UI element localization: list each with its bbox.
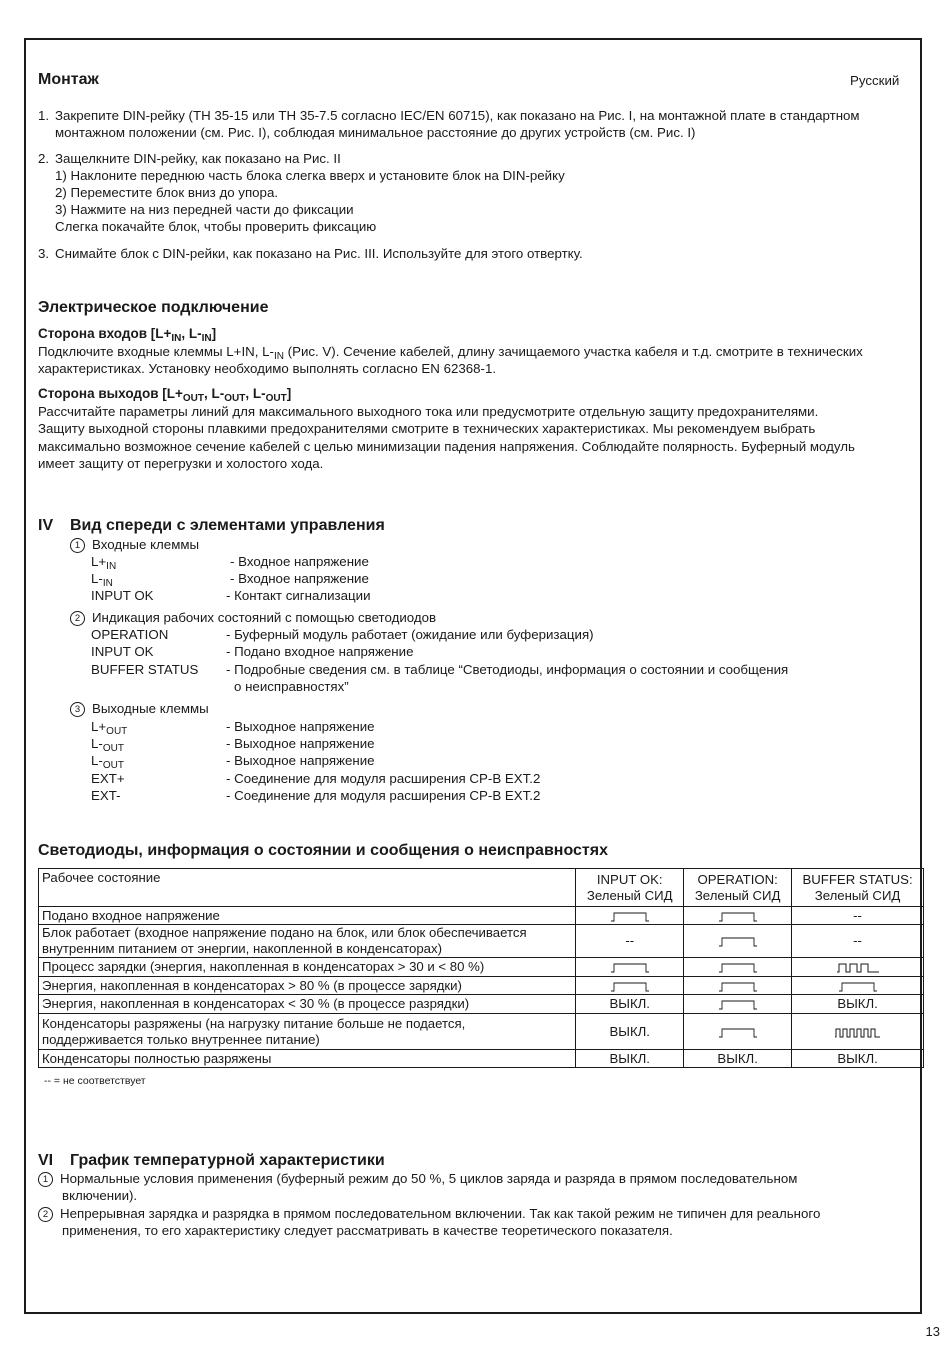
page-number: 13: [925, 1324, 940, 1339]
mount-step1-line2: монтажном положении (см. Рис. I), соблюдая минимальное расстояние до других устройств (см. Рис. I): [55, 125, 696, 140]
circled-number-icon: 1: [70, 538, 85, 553]
front-g2-r2-label: INPUT OK: [91, 644, 154, 659]
mount-step3-line1: Снимайте блок с DIN-рейки, как показано на Рис. III. Используйте для этого отвертку.: [55, 246, 583, 261]
led-cell: [792, 958, 924, 977]
table-header-row: [39, 869, 924, 907]
front-g3-r4-desc: - Соединение для модуля расширения CP-B EXT.2: [226, 771, 541, 786]
front-g2-r1-desc: - Буферный модуль работает (ожидание или буферизация): [226, 627, 594, 642]
table-row: [39, 958, 924, 977]
col-header-buffer-status: BUFFER STATUS: Зеленый СИД: [792, 869, 924, 907]
table-row: [39, 907, 924, 925]
table-row: [39, 1050, 924, 1068]
mount-step2-line3: 2) Переместите блок вниз до упора.: [55, 185, 279, 200]
led-cell: --: [576, 925, 684, 958]
led-fast-flash-icon: [834, 1027, 882, 1038]
front-g2-r2-desc: - Подано входное напряжение: [226, 644, 414, 659]
led-on-icon: [610, 911, 650, 922]
led-status-table: [38, 868, 924, 1068]
mount-step1-num: 1.: [38, 108, 50, 123]
col-header-input-ok: INPUT OK: Зеленый СИД: [576, 869, 684, 907]
led-on-icon: [838, 981, 878, 992]
table-row: [39, 1014, 924, 1050]
state-cell: Процесс зарядки (энергия, накопленная в конденсаторах > 30 и < 80 %): [39, 958, 576, 977]
led-cell: [684, 958, 792, 977]
led-cell: [792, 1014, 924, 1050]
led-cell: --: [792, 907, 924, 925]
front-g3-r1-desc: - Выходное напряжение: [226, 719, 375, 734]
table-row: [39, 977, 924, 995]
output-side-line3: максимально возможное сечение кабелей с целью минимизации падения напряжения. Соблюдайте полярность. Буферный модуль: [38, 439, 855, 454]
front-g1-r1-label: $L+_{IN}$: [91, 554, 117, 572]
front-g3-r4-label: EXT+: [91, 771, 125, 786]
output-side-heading: Сторона выходов [$L+_{OUT}$, $L-_{OUT}$, $L-_{OUT}$]: [38, 386, 292, 404]
led-on-icon: [610, 981, 650, 992]
section-title-front: Вид спереди с элементами управления: [70, 517, 385, 534]
section-title-electrical: Электрическое подключение: [38, 299, 269, 316]
col-header-state: Рабочее состояние: [39, 869, 576, 907]
mount-step1-line1: Закрепите DIN-рейку (ТН 35-15 или ТН 35-7.5 согласно IEC/EN 60715), как показано на Рис. I, на монтажной плате в стандартном: [55, 108, 860, 123]
circled-number-icon: 2: [70, 611, 85, 626]
language-label: Русский: [850, 73, 900, 88]
front-g3-r3-label: $L-_{OUT}$: [91, 753, 124, 771]
led-cell: ВЫКЛ.: [576, 1050, 684, 1068]
state-cell: Энергия, накопленная в конденсаторах < 30 % (в процессе разрядки): [39, 995, 576, 1014]
input-side-line1: Подключите входные клеммы L+IN, $L-_{IN}$ (Рис. V). Сечение кабелей, длину зачищаемого участка кабеля и т.д. смотрите в технических: [38, 344, 863, 362]
front-g3-r2-label: $L-_{OUT}$: [91, 736, 124, 754]
front-g1-r1-desc: - Входное напряжение: [230, 554, 369, 569]
front-g2-r3-desc: - Подробные сведения см. в таблице “Светодиоды, информация о состоянии и сообщения: [226, 662, 789, 677]
front-g1-r2-label: $L-_{IN}$: [91, 571, 113, 589]
section-num-front: IV: [38, 517, 54, 534]
output-side-line1: Рассчитайте параметры линий для максимального выходного тока или предусмотрите отдельную защиту предохранителями.: [38, 404, 819, 419]
led-on-icon: [718, 981, 758, 992]
front-group3-title: 3 Выходные клеммы: [70, 700, 209, 718]
output-side-line4: имеет защиту от перегрузки и холостого хода.: [38, 456, 324, 471]
state-cell: Подано входное напряжение: [39, 907, 576, 925]
led-cell: [576, 977, 684, 995]
led-cell: [684, 1014, 792, 1050]
led-on-icon: [718, 962, 758, 973]
front-g3-r3-desc: - Выходное напряжение: [226, 753, 375, 768]
mount-step2-line2: 1) Наклоните переднюю часть блока слегка вверх и установите блок на DIN-рейку: [55, 168, 565, 183]
led-on-icon: [718, 999, 758, 1010]
front-group1-title: 1 Входные клеммы: [70, 536, 199, 554]
led-slow-flash-icon: [836, 962, 880, 973]
section-title-mount: Монтаж: [38, 71, 99, 88]
led-cell: [792, 977, 924, 995]
led-cell: [684, 925, 792, 958]
state-cell: Конденсаторы полностью разряжены: [39, 1050, 576, 1068]
led-cell: [684, 907, 792, 925]
led-cell: ВЫКЛ.: [576, 1014, 684, 1050]
led-cell: ВЫКЛ.: [792, 995, 924, 1014]
led-cell: [684, 995, 792, 1014]
led-on-icon: [718, 1027, 758, 1038]
front-g3-r2-desc: - Выходное напряжение: [226, 736, 375, 751]
mount-step3-num: 3.: [38, 246, 50, 261]
col-header-operation: OPERATION: Зеленый СИД: [684, 869, 792, 907]
front-g3-r5-desc: - Соединение для модуля расширения CP-B EXT.2: [226, 788, 541, 803]
mount-step2-num: 2.: [38, 151, 50, 166]
temp-item1-line2: включении).: [62, 1188, 138, 1203]
led-cell: ВЫКЛ.: [576, 995, 684, 1014]
led-cell: [576, 907, 684, 925]
table-row: [39, 925, 924, 958]
led-on-icon: [718, 911, 758, 922]
led-cell: ВЫКЛ.: [792, 1050, 924, 1068]
circled-number-icon: 2: [38, 1207, 53, 1222]
input-side-line2: характеристиках. Установку необходимо выполнять согласно EN 62368-1.: [38, 361, 497, 376]
mount-step2-line1: Защелкните DIN-рейку, как показано на Рис. II: [55, 151, 341, 166]
section-title-leds: Светодиоды, информация о состоянии и сообщения о неисправностях: [38, 842, 608, 859]
state-cell: Энергия, накопленная в конденсаторах > 80 % (в процессе зарядки): [39, 977, 576, 995]
front-g3-r1-label: $L+_{OUT}$: [91, 719, 128, 737]
mount-step2-line5: Слегка покачайте блок, чтобы проверить фиксацию: [55, 219, 377, 234]
section-num-temp: VI: [38, 1152, 54, 1169]
front-g2-r1-label: OPERATION: [91, 627, 169, 642]
output-side-line2: Защиту выходной стороны плавкими предохранителями смотрите в технических характеристиках. Мы рекомендуем выбрать: [38, 421, 816, 436]
circled-number-icon: 3: [70, 702, 85, 717]
mount-step2-line4: 3) Нажмите на низ передней части до фиксации: [55, 202, 354, 217]
led-on-icon: [718, 936, 758, 947]
led-on-icon: [610, 962, 650, 973]
input-side-heading: Сторона входов [$L+_{IN}$, $L-_{IN}$]: [38, 326, 217, 344]
front-g2-r3-label: BUFFER STATUS: [91, 662, 199, 677]
table-note: -- = не соответствует: [44, 1075, 146, 1087]
front-g1-r3-label: INPUT OK: [91, 588, 154, 603]
front-group2-title: 2 Индикация рабочих состояний с помощью светодиодов: [70, 609, 436, 627]
led-cell: ВЫКЛ.: [684, 1050, 792, 1068]
temp-item2-line2: применения, то его характеристику следует рассматривать в качестве теоретического показателя.: [62, 1223, 673, 1238]
temp-item2: 2 Непрерывная зарядка и разрядка в прямом последовательном включении. Так как такой режим не типичен для реального: [38, 1205, 820, 1223]
front-g3-r5-label: EXT-: [91, 788, 121, 803]
state-cell: Конденсаторы разряжены (на нагрузку питание больше не подается, поддерживается только внутреннее питание): [39, 1014, 576, 1050]
led-cell: [684, 977, 792, 995]
circled-number-icon: 1: [38, 1172, 53, 1187]
front-g1-r3-desc: - Контакт сигнализации: [226, 588, 371, 603]
section-title-temp: График температурной характеристики: [70, 1152, 385, 1169]
front-g1-r2-desc: - Входное напряжение: [230, 571, 369, 586]
led-cell: --: [792, 925, 924, 958]
table-row: [39, 995, 924, 1014]
temp-item1: 1 Нормальные условия применения (буферный режим до 50 %, 5 циклов заряда и разряда в прямом последовательном: [38, 1170, 797, 1188]
state-cell: Блок работает (входное напряжение подано на блок, или блок обеспечивается внутренним питанием от энергии, накопленной в конденсаторах): [39, 925, 576, 958]
led-cell: [576, 958, 684, 977]
front-g2-r3-desc2: о неисправностях”: [234, 679, 349, 694]
